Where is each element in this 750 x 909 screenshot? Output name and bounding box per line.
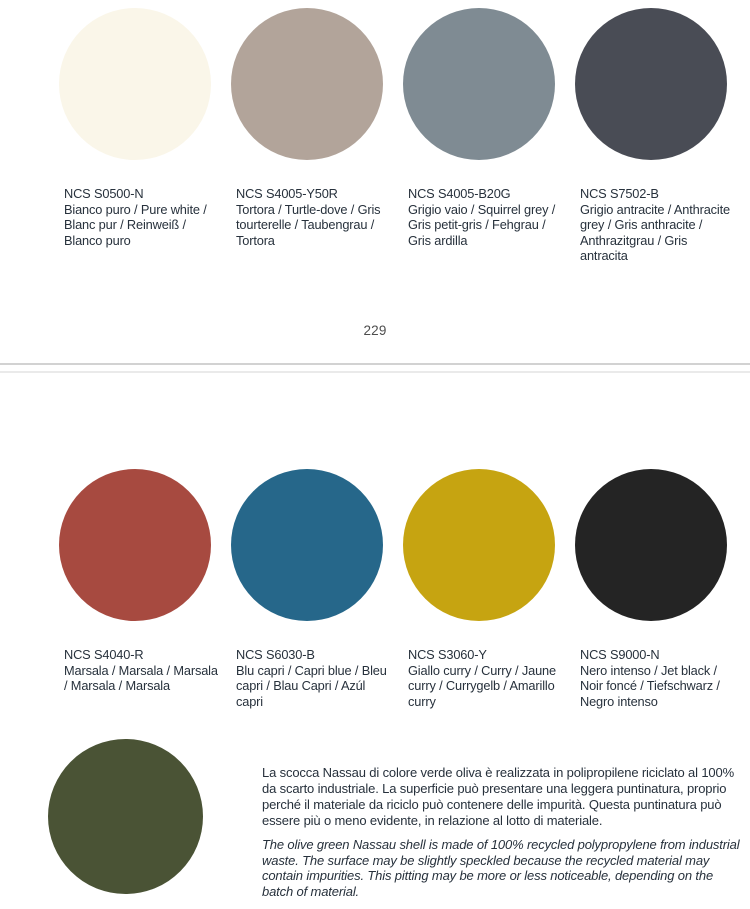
color-swatch bbox=[403, 8, 575, 264]
swatch-code: NCS S4040-R bbox=[64, 647, 144, 662]
material-note-section bbox=[0, 739, 750, 900]
color-swatch bbox=[403, 469, 575, 709]
color-swatch bbox=[575, 469, 747, 709]
swatch-circle bbox=[231, 8, 383, 160]
color-swatch bbox=[231, 8, 403, 264]
swatch-code: NCS S3060-Y bbox=[408, 647, 487, 662]
swatch-names: Bianco puro / Pure white / Blanc pur / Reinweiß / Blanco puro bbox=[64, 201, 207, 248]
swatch-row-neutrals bbox=[0, 0, 750, 264]
swatch-circle bbox=[231, 469, 383, 621]
swatch-code: NCS S7502-B bbox=[580, 186, 659, 201]
color-swatch bbox=[59, 8, 231, 264]
swatch-code: NCS S4005-B20G bbox=[408, 186, 511, 201]
swatch-circle bbox=[59, 8, 211, 160]
note-text-italian: La scocca Nassau di colore verde oliva è realizzata in polipropilene riciclato al 100% da scarto industriale. La superficie può presentare una leggera puntinatura, proprio perché il materiale da riciclo può contenere delle impurità. Questa puntinatura può essere più o meno evidente, in relazione al lotto di materiale. bbox=[262, 765, 734, 828]
color-swatch bbox=[59, 469, 231, 709]
swatch-names: Giallo curry / Curry / Jaune curry / Currygelb / Amarillo curry bbox=[408, 662, 556, 709]
swatch-names: Grigio antracite / Anthracite grey / Gris anthracite / Anthrazitgrau / Gris antracita bbox=[580, 201, 730, 264]
swatch-names: Marsala / Marsala / Marsala / Marsala / Marsala bbox=[64, 662, 218, 694]
swatch-code: NCS S6030-B bbox=[236, 647, 315, 662]
swatch-circle bbox=[575, 8, 727, 160]
swatch-circle bbox=[575, 469, 727, 621]
swatch-code: NCS S4005-Y50R bbox=[236, 186, 338, 201]
swatch-code: NCS S9000-N bbox=[580, 647, 660, 662]
swatch-circle bbox=[403, 469, 555, 621]
swatch-names: Nero intenso / Jet black / Noir foncé / Tiefschwarz / Negro intenso bbox=[580, 662, 720, 709]
swatch-names: Blu capri / Capri blue / Bleu capri / Blau Capri / Azúl capri bbox=[236, 662, 387, 709]
swatch-circle bbox=[59, 469, 211, 621]
page-divider bbox=[0, 363, 750, 373]
note-text-english: The olive green Nassau shell is made of 100% recycled polypropylene from industrial waste. The surface may be slightly speckled because the recycled material may contain impurities. This pitting may be more or less noticeable, depending on the batch of material. bbox=[262, 836, 740, 900]
swatch-circle-olive-green bbox=[48, 739, 203, 894]
color-swatch bbox=[575, 8, 747, 264]
page-number: 229 bbox=[363, 323, 387, 338]
swatch-names: Tortora / Turtle-dove / Gris tourterelle / Taubengrau / Tortora bbox=[236, 201, 381, 248]
swatch-code: NCS S0500-N bbox=[64, 186, 144, 201]
swatch-row-accents bbox=[0, 469, 750, 709]
swatch-circle bbox=[403, 8, 555, 160]
swatch-names: Grigio vaio / Squirrel grey / Gris petit-gris / Fehgrau / Gris ardilla bbox=[408, 201, 556, 248]
color-swatch bbox=[231, 469, 403, 709]
